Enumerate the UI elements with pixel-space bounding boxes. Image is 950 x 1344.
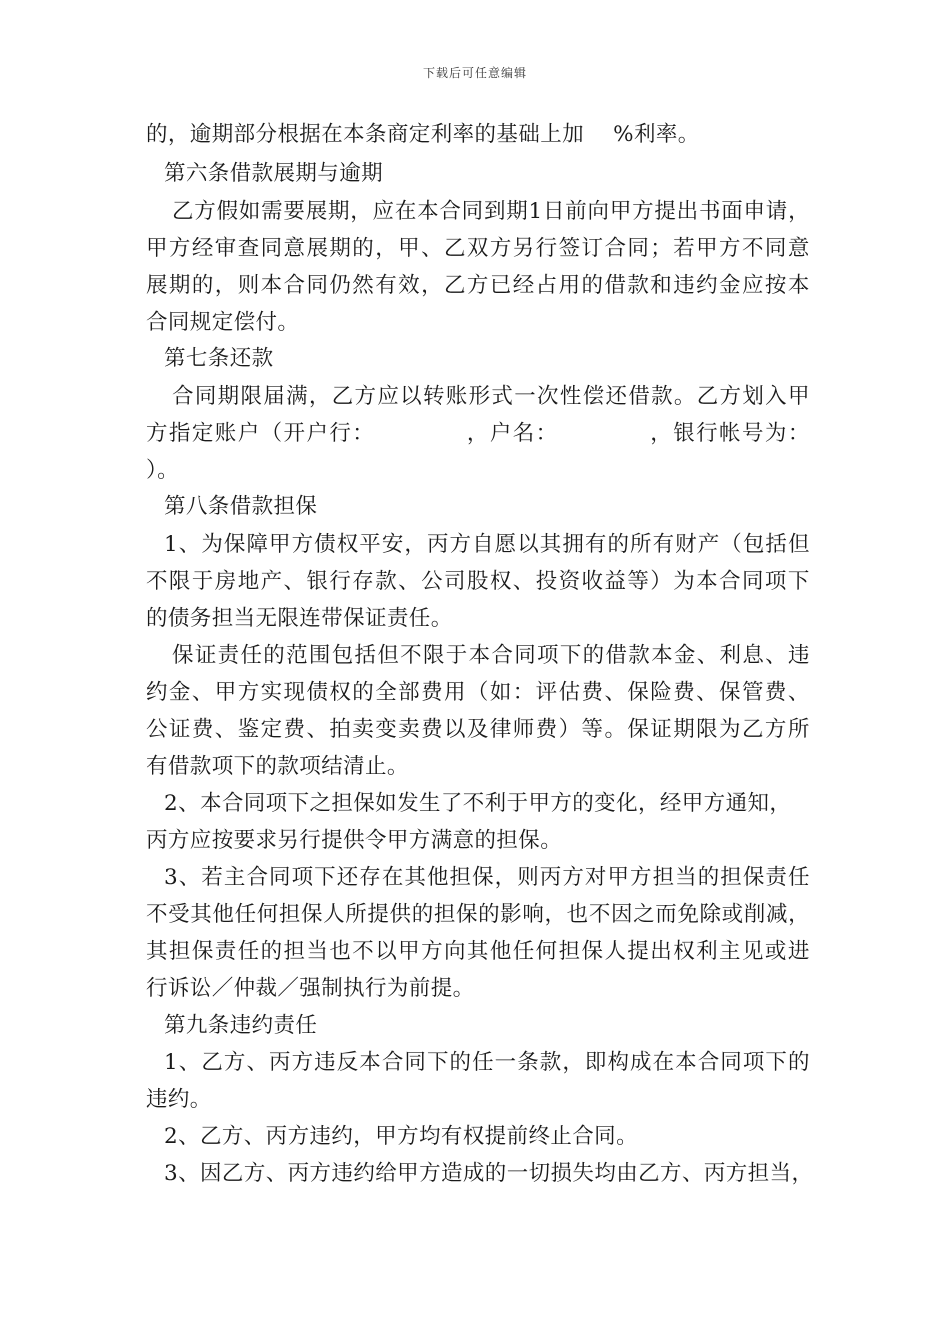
paragraph-line: 第八条借款担保 [164, 494, 318, 519]
paragraph-line: 丙方应按要求另行提供令甲方满意的担保。 [146, 828, 563, 853]
paragraph-line: 合 同 期 限 届 满 ， 乙 方 应 以 转 账 形 式 一 次 性 偿 还 借 款 。 乙 方 划 入 甲 [172, 384, 810, 409]
paragraph-line: 的债务担当无限连带保证责任。 [146, 606, 453, 631]
paragraph-line: 行诉讼／仲裁／强制执行为前提。 [146, 976, 475, 1001]
paragraph-line: 保 证 责 任 的 范 围 包 括 但 不 限 于 本 合 同 项 下 的 借 款 本 金 、 利 息 、 违 [172, 643, 810, 668]
paragraph-line: 的，逾期部分根据在本条商定利率的基础上加 %利率。 [146, 122, 700, 147]
paragraph-line: 约 金 、 甲 方 实 现 债 权 的 全 部 费 用 （ 如 ： 评 估 费 、 保 险 费 、 保 管 费 、 [146, 680, 810, 705]
paragraph-line: 3 、 因 乙 方 、 丙 方 违 约 给 甲 方 造 成 的 一 切 损 失 均 由 乙 方 、 丙 方 担 当 ， [164, 1161, 814, 1186]
paragraph-line: 1 、 为 保 障 甲 方 债 权 平 安 ， 丙 方 自 愿 以 其 拥 有 的 所 有 财 产 （ 包 括 但 [164, 532, 810, 557]
paragraph-line: 2、乙方、丙方违约，甲方均有权提前终止合同。 [164, 1124, 638, 1149]
paragraph-line: 2、本合同项下之担保如发生了不利于甲方的变化，经甲方通知， [164, 791, 792, 816]
paragraph-line: 其 担 保 责 任 的 担 当 也 不 以 甲 方 向 其 他 任 何 担 保 人 提 出 权 利 主 见 或 进 [146, 939, 810, 964]
paragraph-line: 乙 方 假 如 需 要 展 期 ， 应 在 本 合 同 到 期 1 日 前 向 甲 方 提 出 书 面 申 请 ， [172, 199, 810, 224]
paragraph-line: 不 限 于 房 地 产 、 银 行 存 款 、 公 司 股 权 、 投 资 收 益 等 ） 为 本 合 同 项 下 [146, 569, 810, 594]
paragraph-line: 合同规定偿付。 [146, 310, 300, 335]
paragraph-line: 违约。 [146, 1087, 212, 1112]
paragraph-line: 甲 方 经 审 查 同 意 展 期 的 ， 甲 、 乙 双 方 另 行 签 订 合 同 ； 若 甲 方 不 同 意 [146, 236, 810, 261]
paragraph-line: 公 证 费 、 鉴 定 费 、 拍 卖 变 卖 费 以 及 律 师 费 ） 等 。 保 证 期 限 为 乙 方 所 [146, 717, 810, 742]
paragraph-line: 展 期 的 ， 则 本 合 同 仍 然 有 效 ， 乙 方 已 经 占 用 的 借 款 和 违 约 金 应 按 本 [146, 273, 810, 298]
paragraph-line: 第九条违约责任 [164, 1013, 318, 1038]
paragraph-line: ）。 [146, 458, 180, 483]
paragraph-line: 不 受 其 他 任 何 担 保 人 所 提 供 的 担 保 的 影 响 ， 也 不 因 之 而 免 除 或 削 减 ， [146, 902, 810, 927]
paragraph-line: 第七条还款 [164, 346, 274, 371]
paragraph-line: 方 指 定 账 户 （ 开 户 行 ： ， 户 名 ： ， 银 行 帐 号 为 ： [146, 421, 810, 446]
paragraph-line: 有借款项下的款项结清止。 [146, 754, 409, 779]
paragraph-line: 3 、 若 主 合 同 项 下 还 存 在 其 他 担 保 ， 则 丙 方 对 甲 方 担 当 的 担 保 责 任 [164, 865, 810, 890]
paragraph-line: 第六条借款展期与逾期 [164, 161, 384, 186]
page-header: 下载后可任意编辑 [422, 66, 527, 80]
paragraph-line: 1 、 乙 方 、 丙 方 违 反 本 合 同 下 的 任 一 条 款 ， 即 构 成 在 本 合 同 项 下 的 [164, 1050, 810, 1075]
